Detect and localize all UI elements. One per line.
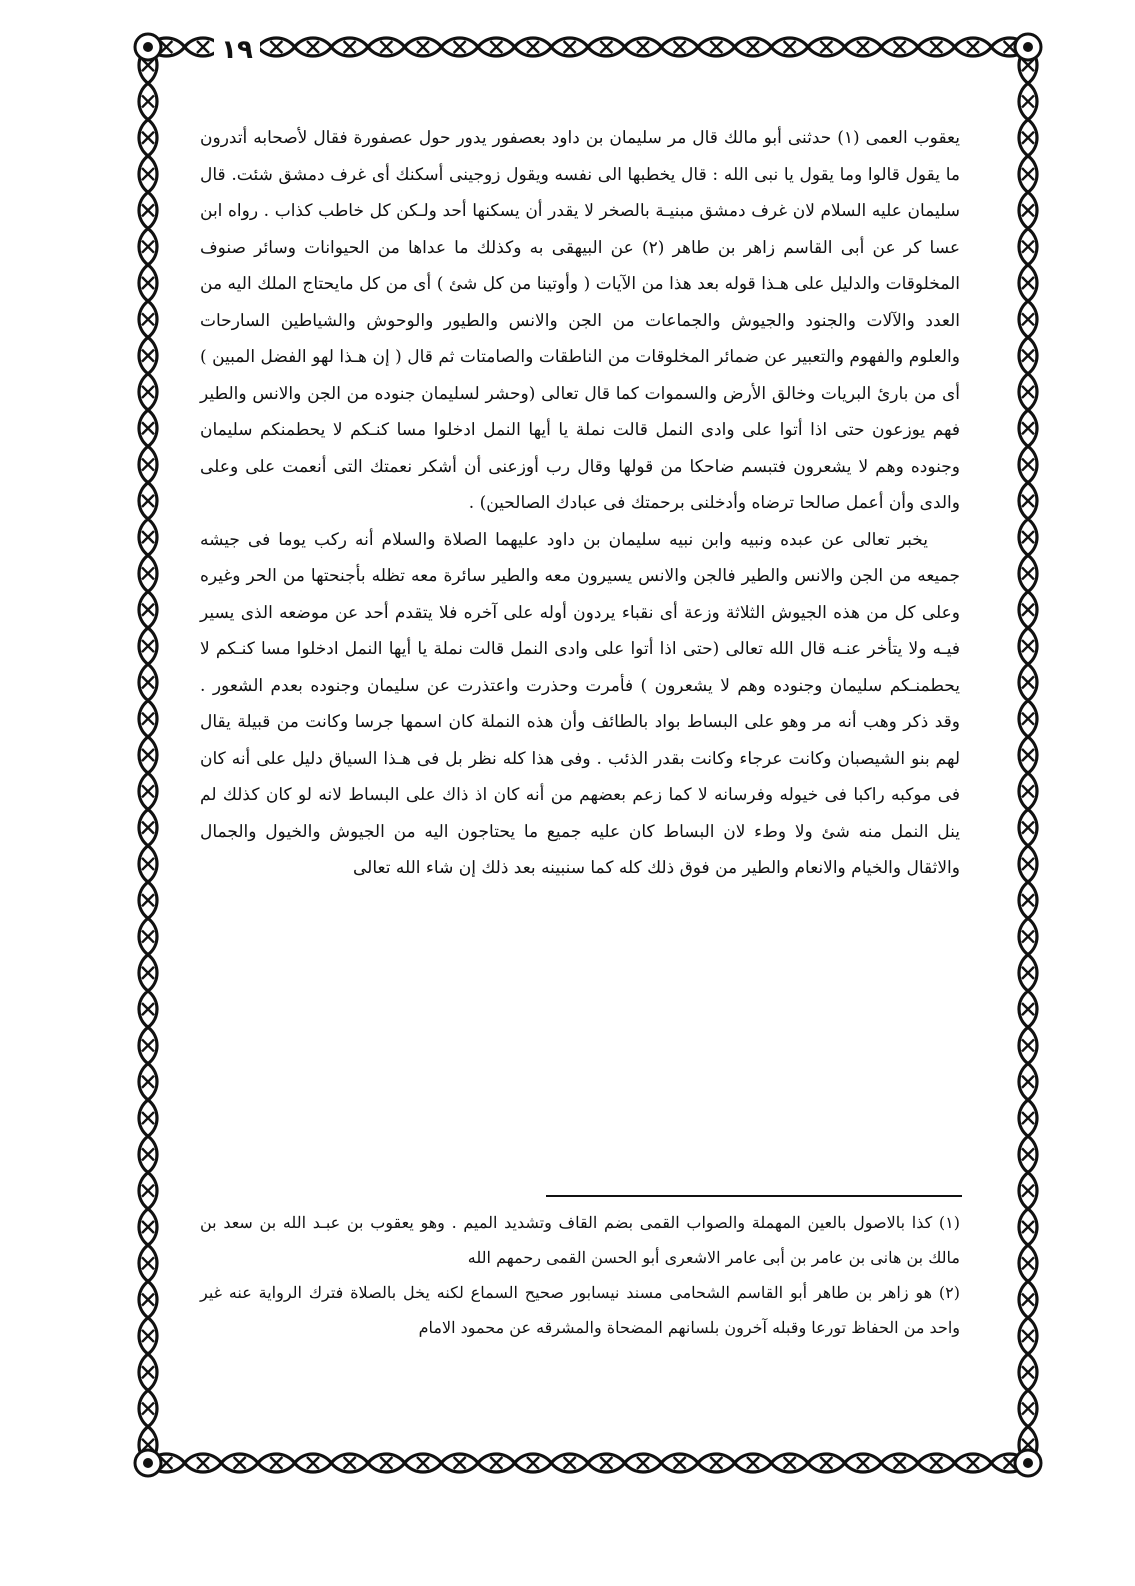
border-knot bbox=[142, 604, 154, 616]
border-knot bbox=[1022, 749, 1034, 761]
main-text bbox=[200, 120, 960, 887]
border-knot bbox=[1022, 531, 1034, 543]
border-knot bbox=[142, 713, 154, 725]
border-knot bbox=[710, 1457, 722, 1469]
border-knot bbox=[417, 41, 429, 53]
border-knot bbox=[784, 1457, 796, 1469]
border-knot bbox=[142, 1039, 154, 1051]
border-knot bbox=[307, 41, 319, 53]
border-knot bbox=[1022, 241, 1034, 253]
border-knot bbox=[1022, 277, 1034, 289]
border-knot bbox=[564, 1457, 576, 1469]
page-number: ١٩ bbox=[214, 30, 260, 70]
border-knot bbox=[674, 41, 686, 53]
border-knot bbox=[857, 1457, 869, 1469]
border-knot bbox=[142, 277, 154, 289]
border-knot bbox=[967, 1457, 979, 1469]
border-knot bbox=[1022, 967, 1034, 979]
border-knot bbox=[197, 41, 209, 53]
border-knot bbox=[142, 822, 154, 834]
border-knot bbox=[1022, 1185, 1034, 1197]
border-knot bbox=[270, 1457, 282, 1469]
border-knot bbox=[1022, 350, 1034, 362]
footnote-separator bbox=[546, 1195, 962, 1197]
border-knot bbox=[142, 531, 154, 543]
border-knot bbox=[142, 132, 154, 144]
border-knot bbox=[894, 1457, 906, 1469]
border-knot bbox=[490, 41, 502, 53]
border-knot bbox=[600, 41, 612, 53]
border-knot bbox=[637, 1457, 649, 1469]
border-knot bbox=[1022, 858, 1034, 870]
border-knot bbox=[674, 1457, 686, 1469]
border-knot bbox=[142, 241, 154, 253]
border-knot bbox=[197, 1457, 209, 1469]
border-knot bbox=[142, 95, 154, 107]
border-knot bbox=[1022, 1112, 1034, 1124]
border-knot bbox=[1022, 132, 1034, 144]
border-knot bbox=[930, 1457, 942, 1469]
border-knot bbox=[142, 894, 154, 906]
border-knot bbox=[142, 495, 154, 507]
border-knot bbox=[142, 1403, 154, 1415]
border-knot bbox=[1022, 495, 1034, 507]
border-knot bbox=[142, 858, 154, 870]
border-knot bbox=[527, 1457, 539, 1469]
border-knot bbox=[344, 41, 356, 53]
border-knot bbox=[142, 1112, 154, 1124]
border-knot bbox=[270, 41, 282, 53]
border-knot bbox=[1022, 1003, 1034, 1015]
border-knot bbox=[1022, 386, 1034, 398]
border-knot bbox=[600, 1457, 612, 1469]
border-knot bbox=[142, 1003, 154, 1015]
border-knot bbox=[142, 1221, 154, 1233]
border-knot bbox=[142, 785, 154, 797]
border-knot bbox=[142, 676, 154, 688]
border-corner-dot bbox=[1023, 1458, 1033, 1468]
border-knot bbox=[857, 41, 869, 53]
border-knot bbox=[1022, 931, 1034, 943]
border-knot bbox=[1022, 1076, 1034, 1088]
border-knot bbox=[1022, 1257, 1034, 1269]
border-knot bbox=[1022, 604, 1034, 616]
border-knot bbox=[142, 749, 154, 761]
border-knot bbox=[1022, 95, 1034, 107]
border-knot bbox=[417, 1457, 429, 1469]
border-knot bbox=[1022, 422, 1034, 434]
border-knot bbox=[380, 1457, 392, 1469]
border-knot bbox=[747, 41, 759, 53]
border-knot bbox=[454, 1457, 466, 1469]
border-knot bbox=[1022, 676, 1034, 688]
border-knot bbox=[1022, 1403, 1034, 1415]
border-knot bbox=[710, 41, 722, 53]
border-corner-dot bbox=[143, 1458, 153, 1468]
border-knot bbox=[142, 1366, 154, 1378]
border-knot bbox=[142, 168, 154, 180]
border-knot bbox=[747, 1457, 759, 1469]
border-knot bbox=[1022, 204, 1034, 216]
border-knot bbox=[142, 967, 154, 979]
border-knot bbox=[344, 1457, 356, 1469]
border-knot bbox=[820, 41, 832, 53]
footnote: (٢) هو زاهر بن طاهر أبو القاسم الشحامى مسند نيسابور صحيح السماع لكنه يخل بالصلاة فترك الرواية عنه غير واحد من الحفاظ تورعا وقبله آخرون بلسانهم المضحاة والمشرقه عن محمود الامام bbox=[200, 1283, 960, 1337]
border-knot bbox=[1022, 822, 1034, 834]
border-knot bbox=[784, 41, 796, 53]
border-knot bbox=[930, 41, 942, 53]
footnote: (١) كذا بالاصول بالعين المهملة والصواب القمى بضم القاف وتشديد الميم . وهو يعقوب بن عبـد الله بن سعد بن مالك بن هانى بن عامر بن أبى عامر الاشعرى أبو الحسن القمى رحمهم الله bbox=[200, 1213, 961, 1267]
border-knot bbox=[142, 1185, 154, 1197]
border-knot bbox=[1022, 459, 1034, 471]
border-knot bbox=[1022, 313, 1034, 325]
border-knot bbox=[142, 350, 154, 362]
border-knot bbox=[1022, 1148, 1034, 1160]
border-knot bbox=[564, 41, 576, 53]
border-knot bbox=[1022, 168, 1034, 180]
border-knot bbox=[142, 422, 154, 434]
border-knot bbox=[142, 313, 154, 325]
border-knot bbox=[142, 459, 154, 471]
border-knot bbox=[1022, 1330, 1034, 1342]
border-knot bbox=[142, 640, 154, 652]
border-knot bbox=[234, 1457, 246, 1469]
border-knot bbox=[1022, 640, 1034, 652]
border-knot bbox=[142, 1330, 154, 1342]
border-corner-dot bbox=[1023, 42, 1033, 52]
border-knot bbox=[142, 386, 154, 398]
border-knot bbox=[1022, 713, 1034, 725]
border-knot bbox=[1022, 785, 1034, 797]
border-knot bbox=[820, 1457, 832, 1469]
footnotes bbox=[200, 1205, 960, 1345]
border-knot bbox=[637, 41, 649, 53]
border-knot bbox=[142, 204, 154, 216]
border-knot bbox=[894, 41, 906, 53]
border-knot bbox=[454, 41, 466, 53]
paragraph: يخبر تعالى عن عبده ونبيه وابن نبيه سليمان بن داود عليهما الصلاة والسلام أنه ركب يوما فى جيشه جميعه من الجن والانس والطير فالجن والانس يسيرون معه والطير سائرة معه تظله بأجنحتها من الحر وغيره وعلى كل من هذه الجيوش الثلاثة وزعة أى نقباء يردون أوله على آخره فلا يتقدم أحد عن موضعه الذى يسير فيـه ولا يتأخر عنـه قال الله تعالى (حتى اذا أتوا على وادى النمل قالت نملة يا أيها النمل ادخلوا مسا كنـكم لا يحطمنـكم سليمان وجنوده وهم لا يشعرون ) فأمرت وحذرت واعتذرت عن سليمان وجنوده بعدم الشعور . وقد ذكر وهب أنه مر وهو على البساط بواد بالطائف وأن هذه النملة كان اسمها جرسا وكانت من قبيلة يقال لهم بنو الشيصبان وكانت عرجاء وكانت بقدر الذئب . وفى هذا كله نظر بل فى هـذا السياق دليل على أنه كان فى موكبه راكبا فى خيوله وفرسانه لا كما زعم بعضهم من أنه كان اذ ذاك على البساط لانه لو كان كذلك لم ينل النمل منه شئ ولا وطء لان البساط كان عليه جميع ما يحتاجون اليه من الجيوش والخيول والجمال والاثقال والخيام والانعام والطير من فوق ذلك كله كما سنبينه بعد ذلك إن شاء الله تعالى bbox=[200, 529, 960, 878]
border-knot bbox=[967, 41, 979, 53]
border-knot bbox=[1022, 1039, 1034, 1051]
border-corner-dot bbox=[143, 42, 153, 52]
border-knot bbox=[1022, 1366, 1034, 1378]
border-knot bbox=[142, 1076, 154, 1088]
border-knot bbox=[1022, 1294, 1034, 1306]
border-knot bbox=[142, 931, 154, 943]
border-knot bbox=[1022, 1221, 1034, 1233]
border-knot bbox=[142, 1294, 154, 1306]
border-knot bbox=[142, 1257, 154, 1269]
border-knot bbox=[1022, 894, 1034, 906]
border-knot bbox=[380, 41, 392, 53]
border-knot bbox=[490, 1457, 502, 1469]
border-knot bbox=[1022, 567, 1034, 579]
paragraph: يعقوب العمى (١) حدثنى أبو مالك قال مر سليمان بن داود بعصفور يدور حول عصفورة فقال لأصحابه أتدرون ما يقول قالوا وما يقول يا نبى الله : قال يخطبها الى نفسه ويقول زوجينى أسكنك أى غرف دمشق شئت. قال سليمان عليه السلام لان غرف دمشق مبنيـة بالصخر لا يقدر أن يسكنها أحد ولـكن كل خاطب كذاب . رواه ابن عسا كر عن أبى القاسم زاهر بن طاهر (٢) عن البيهقى به وكذلك ما عداها من الحيوانات وسائر صنوف المخلوقات والدليل على هـذا قوله بعد هذا من الآيات ( وأوتينا من كل شئ ) أى من كل مايحتاج الملك اليه من العدد والآلات والجنود والجيوش والجماعات من الجن والانس والطيور والوحوش والشياطين السارحات والعلوم والفهوم والتعبير عن ضمائر المخلوقات من الناطقات والصامتات ثم قال ( إن هـذا لهو الفضل المبين ) أى من بارئ البريات وخالق الأرض والسموات كما قال تعالى (وحشر لسليمان جنوده من الجن والانس والطير فهم يوزعون حتى اذا أتوا على وادى النمل قالت نملة يا أيها النمل ادخلوا مسا كنـكم لا يحطمنكم سليمان وجنوده وهم لا يشعرون فتبسم ضاحكا من قولها وقال رب أوزعنى أن أشكر نعمتك التى أنعمت على وعلى والدى وأن أعمل صالحا ترضاه وأدخلنى برحمتك فى عبادك الصالحين) . bbox=[200, 128, 960, 513]
border-knot bbox=[527, 41, 539, 53]
border-knot bbox=[307, 1457, 319, 1469]
border-knot bbox=[142, 567, 154, 579]
border-knot bbox=[142, 1148, 154, 1160]
